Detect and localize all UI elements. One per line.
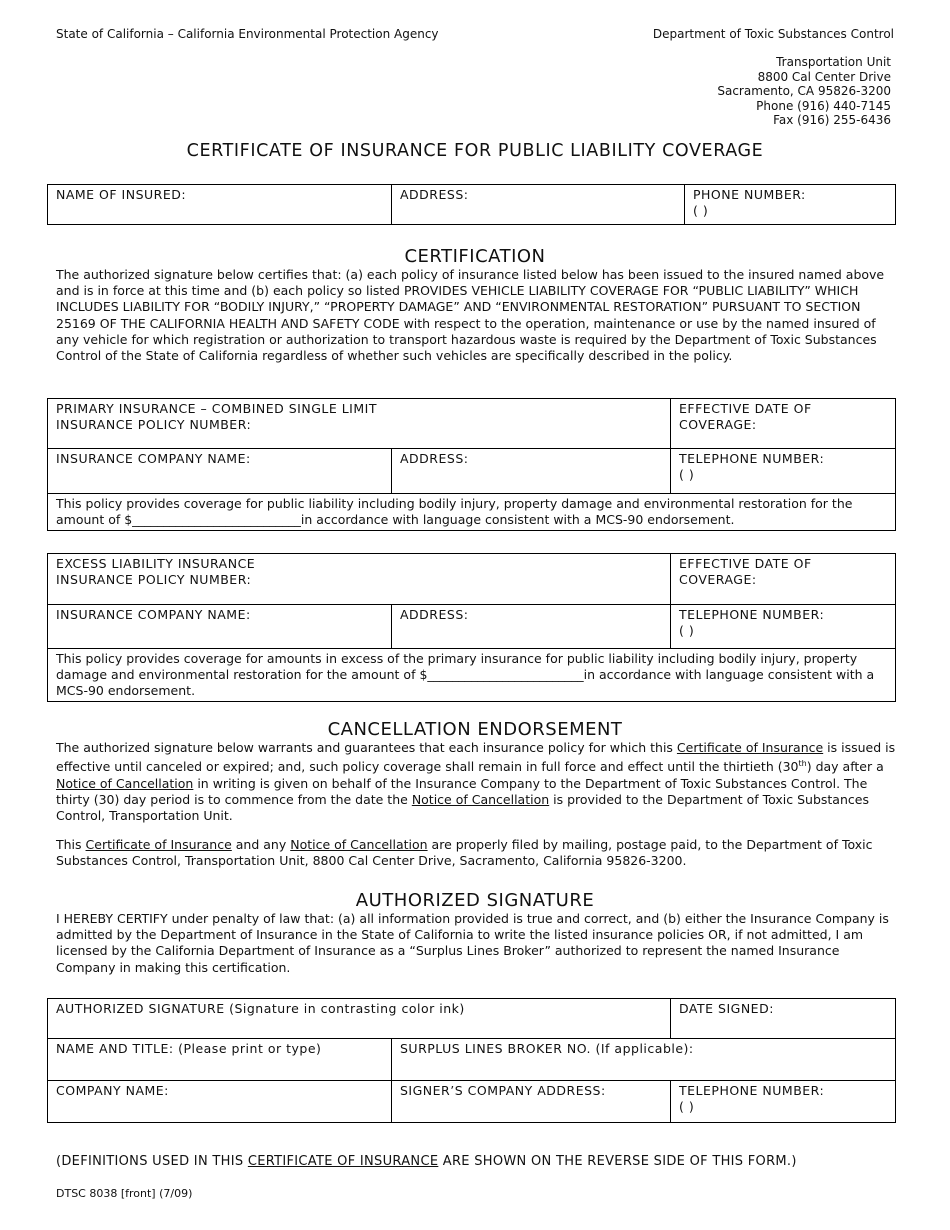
- department-name: Department of Toxic Substances Control: [652, 27, 894, 41]
- signer-company-name-field[interactable]: [48, 1081, 392, 1123]
- broker-number-field[interactable]: [392, 1039, 896, 1081]
- policy-number-label: INSURANCE POLICY NUMBER:: [56, 572, 252, 587]
- excess-coverage-amount-field[interactable]: [48, 649, 896, 702]
- phone-area-code: ( ): [679, 623, 695, 638]
- agency-name: State of California – California Environmental Protection Agency: [56, 27, 439, 41]
- name-and-title-field[interactable]: [48, 1039, 392, 1081]
- excess-insurance-label: EXCESS LIABILITY INSURANCE: [56, 556, 256, 571]
- excess-effective-date-field[interactable]: [671, 554, 896, 605]
- excess-insurance-table: [47, 553, 896, 702]
- phone-area-code: ( ): [679, 1099, 695, 1114]
- primary-telephone-field[interactable]: [671, 449, 896, 494]
- phone-area-code: ( ): [679, 467, 695, 482]
- primary-policy-number-field[interactable]: [48, 399, 671, 449]
- insured-phone-label: PHONE NUMBER:: [693, 187, 806, 202]
- effective-date-label: EFFECTIVE DATE OF COVERAGE:: [679, 401, 812, 432]
- address-label: ADDRESS:: [400, 607, 469, 622]
- signer-company-address-field[interactable]: [392, 1081, 671, 1123]
- phone-area-code: ( ): [693, 203, 709, 218]
- authorized-signature-field[interactable]: [48, 999, 671, 1039]
- certificate-of-insurance-term: CERTIFICATE OF INSURANCE: [247, 1154, 439, 1169]
- primary-address-field[interactable]: [392, 449, 671, 494]
- certificate-of-insurance-term: Certificate of Insurance: [676, 740, 824, 755]
- excess-coverage-text: This policy provides coverage for amounts in excess of the primary insurance for public liability including bodily injury, property damage and environmental restoration for the amount of $_________________________in accordance with language consistent with a MCS-90 endorsement.: [56, 651, 875, 698]
- authorized-signature-label: AUTHORIZED SIGNATURE (Signature in contrasting color ink): [56, 1001, 465, 1016]
- insured-table: [47, 184, 896, 225]
- excess-telephone-field[interactable]: [671, 605, 896, 649]
- date-signed-label: DATE SIGNED:: [679, 1001, 774, 1016]
- primary-effective-date-field[interactable]: [671, 399, 896, 449]
- company-name-label: INSURANCE COMPANY NAME:: [56, 451, 251, 466]
- certification-emphasis: PROVIDES VEHICLE LIABILITY COVERAGE FOR “PUBLIC LIABILITY” WHICH INCLUDES LIABILITY FOR “BODILY INJURY,” “PROPERTY DAMAGE” AND “ENVIRONMENTAL RESTORATION” PURSUANT TO SECTION 25169 OF THE CALIFORNIA HEALTH AND SAFETY CODE: [56, 283, 861, 331]
- department-address-block: [717, 55, 891, 128]
- notice-of-cancellation-term: Notice of Cancellation: [411, 791, 550, 807]
- company-name-label: COMPANY NAME:: [56, 1083, 169, 1098]
- cancellation-text: The authorized signature below warrants and guarantees that each insurance policy for which this Certificate of Insurance is issued is effective until canceled or expired; and, such policy coverage shall remain in full force and effect until the thirtieth (30th) day after a Notice of Cancellation in writing is given on behalf of the Insurance Company to the Department of Toxic Substances Control. The thirty (30) day period is to commence from the date the Notice of Cancellation is provided to the Department of Toxic Substances Control, Transportation Unit.: [56, 740, 896, 823]
- address-line: 8800 Cal Center Drive: [757, 69, 891, 84]
- signature-table: [47, 998, 896, 1123]
- telephone-label: TELEPHONE NUMBER:: [679, 607, 825, 622]
- broker-number-label: SURPLUS LINES BROKER NO. (If applicable):: [400, 1041, 694, 1056]
- telephone-label: TELEPHONE NUMBER:: [679, 1083, 825, 1098]
- name-of-insured-label: NAME OF INSURED:: [56, 187, 187, 202]
- certification-heading: CERTIFICATION: [404, 246, 546, 267]
- company-name-label: INSURANCE COMPANY NAME:: [56, 607, 251, 622]
- authorized-signature-heading: AUTHORIZED SIGNATURE: [355, 890, 595, 911]
- policy-number-label: INSURANCE POLICY NUMBER:: [56, 417, 252, 432]
- certification-text: The authorized signature below certifies that: (a) each policy of insurance listed below has been issued to the insured named above and is in force at this time and (b) each policy so listed PROVIDES VEHICLE LIABILITY COVERAGE FOR “PUBLIC LIABILITY” WHICH INCLUDES LIABILITY FOR “BODILY INJURY,” “PROPERTY DAMAGE” AND “ENVIRONMENTAL RESTORATION” PURSUANT TO SECTION 25169 OF THE CALIFORNIA HEALTH AND SAFETY CODE with respect to the operation, maintenance or use by the named insured of any vehicle for which registration or authorization to transport hazardous waste is required by the Department of Toxic Substances Control of the State of California regardless of whether such vehicles are specifically described in the policy.: [56, 267, 885, 364]
- telephone-label: TELEPHONE NUMBER:: [679, 451, 825, 466]
- primary-company-name-field[interactable]: [48, 449, 392, 494]
- excess-policy-number-field[interactable]: [48, 554, 671, 605]
- address-line: Sacramento, CA 95826-3200: [717, 84, 891, 98]
- definitions-note: (DEFINITIONS USED IN THIS CERTIFICATE OF INSURANCE ARE SHOWN ON THE REVERSE SIDE OF THIS FORM.): [56, 1154, 797, 1169]
- signer-company-address-label: SIGNER’S COMPANY ADDRESS:: [400, 1083, 606, 1098]
- address-line: Transportation Unit: [776, 55, 891, 69]
- form-id: DTSC 8038 [front] (7/09): [56, 1187, 193, 1200]
- insured-address-field[interactable]: [392, 185, 685, 225]
- certificate-of-insurance-term: Certificate of Insurance: [85, 837, 232, 852]
- date-signed-field[interactable]: [671, 999, 896, 1039]
- excess-company-name-field[interactable]: [48, 605, 392, 649]
- form-title: CERTIFICATE OF INSURANCE FOR PUBLIC LIABILITY COVERAGE: [186, 141, 764, 161]
- excess-address-field[interactable]: [392, 605, 671, 649]
- primary-coverage-text: This policy provides coverage for public liability including bodily injury, property damage and environmental restoration for the amount of $___________________________in accordance with language consistent with a MCS-90 endorsement.: [56, 496, 853, 527]
- address-label: ADDRESS:: [400, 451, 469, 466]
- primary-coverage-amount-field[interactable]: [48, 494, 896, 531]
- cancellation-heading: CANCELLATION ENDORSEMENT: [327, 719, 623, 740]
- name-of-insured-field[interactable]: [48, 185, 392, 225]
- insured-address-label: ADDRESS:: [400, 187, 469, 202]
- filing-text: This Certificate of Insurance and any Notice of Cancellation are properly filed by mailing, postage paid, to the Department of Toxic Substances Control, Transportation Unit, 8800 Cal Center Drive, Sacramento, California 95826-3200.: [56, 837, 873, 869]
- address-line: Fax (916) 255-6436: [773, 113, 891, 127]
- notice-of-cancellation-term: Notice of Cancellation: [56, 775, 194, 791]
- address-line: Phone (916) 440-7145: [756, 98, 891, 113]
- insured-phone-field[interactable]: [685, 185, 896, 225]
- name-and-title-label: NAME AND TITLE: (Please print or type): [56, 1041, 322, 1056]
- signer-telephone-field[interactable]: [671, 1081, 896, 1123]
- authorized-certify-text: I HEREBY CERTIFY under penalty of law that: (a) all information provided is true and correct, and (b) either the Insurance Company is admitted by the Department of Insurance in the State of California to write the listed insurance policies OR, if not admitted, I am licensed by the California Department of Insurance as a “Surplus Lines Broker” authorized to represent the named Insurance Company in making this certification.: [56, 911, 889, 975]
- primary-insurance-label: PRIMARY INSURANCE – COMBINED SINGLE LIMIT: [56, 401, 377, 416]
- primary-insurance-table: [47, 398, 896, 531]
- notice-of-cancellation-term: Notice of Cancellation: [290, 837, 428, 852]
- effective-date-label: EFFECTIVE DATE OF COVERAGE:: [679, 556, 812, 587]
